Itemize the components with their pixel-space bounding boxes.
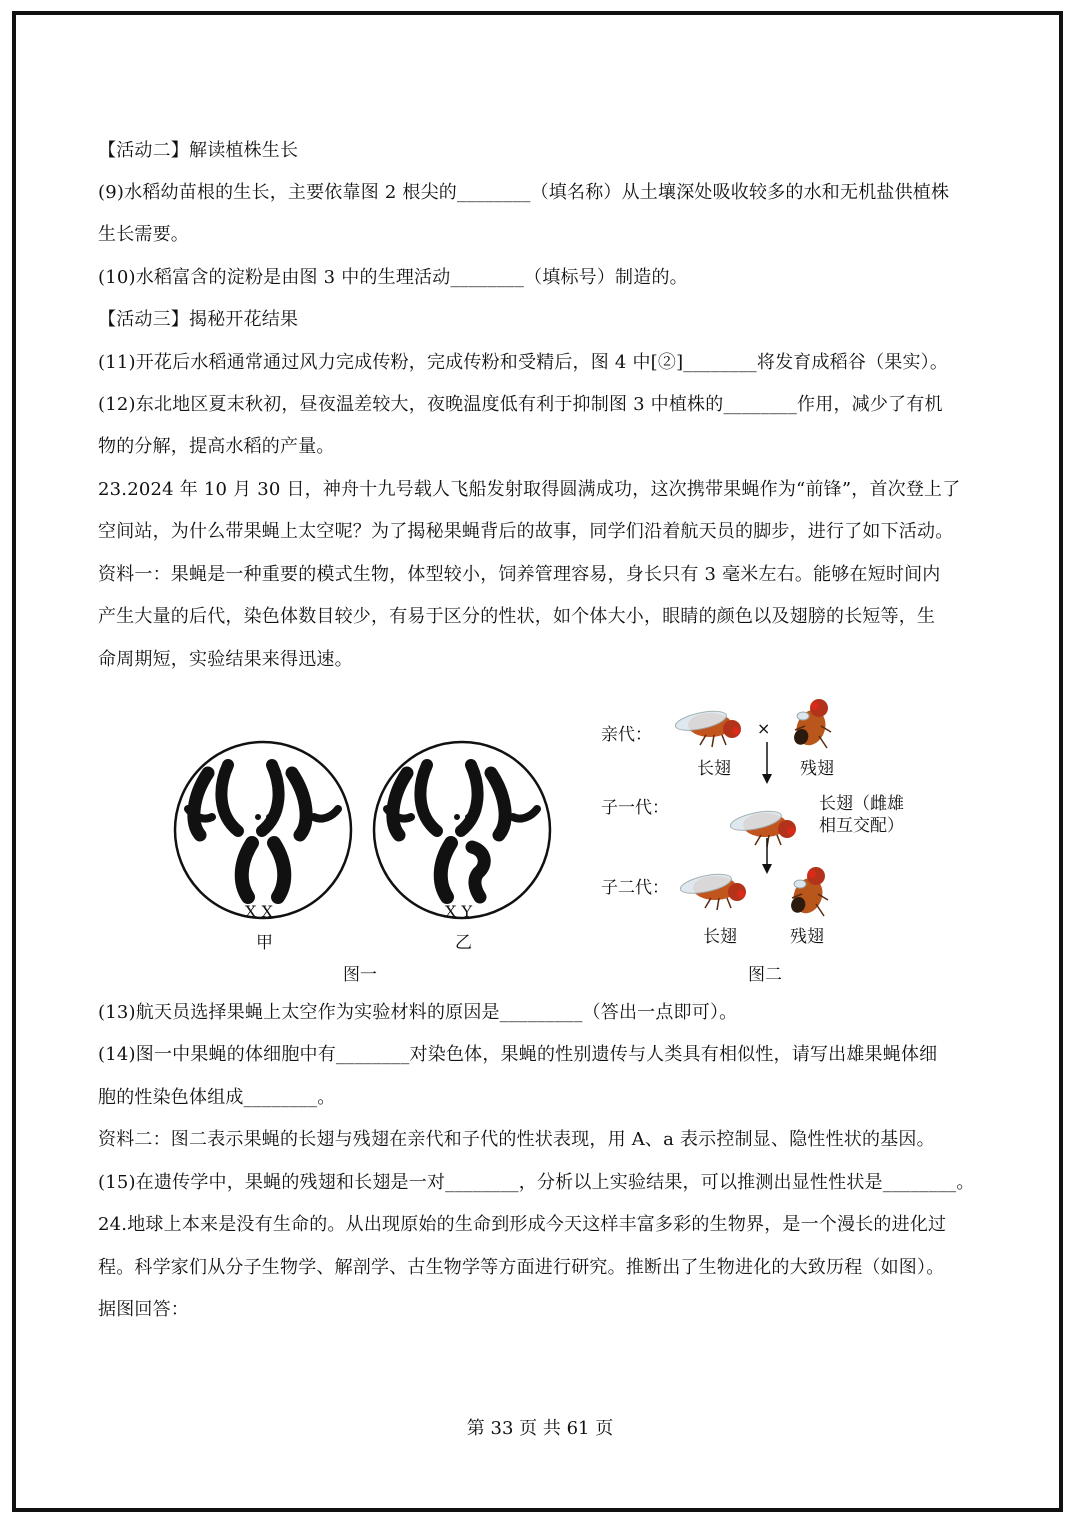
parent-vestigial-label: 残翅 [800,759,834,779]
question-14-line-1: (14)图一中果蝇的体细胞中有________对染色体，果蝇的性别遗传与人类具有相似性，请写出雄果蝇体细 [98,1044,938,1065]
activity-3-heading: 【活动三】揭秘开花结果 [98,309,299,330]
question-23-line-1: 23.2024 年 10 月 30 日，神舟十九号载人飞船发射取得圆满成功，这次携带果蝇作为“前锋”，首次登上了 [98,479,961,500]
question-11: (11)开花后水稻通常通过风力完成传粉，完成传粉和受精后，图 4 中[②]________将发育成稻谷（果实）。 [98,352,949,373]
f2-long-wing-fly [679,871,746,910]
f2-vestigial-fly [789,867,828,917]
figure-2-caption: 图二 [748,965,782,985]
f2-vestigial-label: 残翅 [790,927,824,947]
cell-yi-sex-chromosomes: X Y [445,902,473,921]
parent-long-wing-fly [674,708,741,747]
f2-long-wing-label: 长翅 [703,927,737,947]
figure-1 [160,735,580,985]
question-14-line-2: 胞的性染色体组成________。 [98,1087,336,1108]
parent-vestigial-fly [792,699,831,749]
question-9-line-1: (9)水稻幼苗根的生长，主要依靠图 2 根尖的________（填名称）从土壤深处吸收较多的水和无机盐供植株 [98,182,950,203]
material-1-line-2: 产生大量的后代，染色体数目较少，有易于区分的性状，如个体大小，眼睛的颜色以及翅膀的长短等，生 [98,606,936,627]
f1-note-line-1: 长翅（雌雄 [819,794,904,814]
question-10: (10)水稻富含的淀粉是由图 3 中的生理活动________（填标号）制造的。 [98,267,688,288]
material-2: 资料二：图二表示果蝇的长翅与残翅在亲代和子代的性状表现，用 A、a 表示控制显、隐性性状的基因。 [98,1129,935,1150]
question-24-line-1: 24.地球上本来是没有生命的。从出现原始的生命到形成今天这样丰富多彩的生物界，是一个漫长的进化过 [98,1214,947,1235]
question-12-line-2: 物的分解，提高水稻的产量。 [98,436,335,457]
question-12-line-1: (12)东北地区夏末秋初，昼夜温差较大，夜晚温度低有利于抑制图 3 中植株的________作用，减少了有机 [98,394,943,415]
cell-yi-label: 乙 [455,933,472,953]
f1-note-line-2: 相互交配） [819,816,904,836]
question-23-line-2: 空间站，为什么带果蝇上太空呢？为了揭秘果蝇背后的故事，同学们沿着航天员的脚步，进行了如下活动。 [98,521,954,542]
cell-jia-label: 甲 [256,933,273,953]
figure-2 [595,690,935,990]
f2-generation-label: 子二代： [601,878,669,898]
question-15: (15)在遗传学中，果蝇的残翅和长翅是一对________，分析以上实验结果，可以推测出显性性状是________。 [98,1172,975,1193]
question-13: (13)航天员选择果蝇上太空作为实验材料的原因是_________（答出一点即可）。 [98,1002,738,1023]
chromosome-diagram [160,735,580,985]
f1-long-wing-fly [729,808,796,847]
question-24-line-3: 据图回答： [98,1299,189,1320]
cell-yi [374,742,550,918]
activity-2-heading: 【活动二】解读植株生长 [98,140,299,161]
parent-long-wing-label: 长翅 [697,759,731,779]
figure-1-caption: 图一 [343,965,377,985]
page-number: 第 33 页 共 61 页 [466,1418,614,1439]
material-1-line-1: 资料一：果蝇是一种重要的模式生物，体型较小，饲养管理容易，身长只有 3 毫米左右。能够在短时间内 [98,564,941,585]
parent-generation-label: 亲代： [601,725,652,745]
question-9-line-2: 生长需要。 [98,224,189,245]
cell-jia [175,742,351,918]
cross-symbol: × [757,719,771,738]
cell-jia-sex-chromosomes: X X [245,902,273,921]
question-24-line-2: 程。科学家们从分子生物学、解剖学、古生物学等方面进行研究。推断出了生物进化的大致历程（如图）。 [98,1257,945,1278]
f1-generation-label: 子一代： [601,798,669,818]
material-1-line-3: 命周期短，实验结果来得迅速。 [98,649,353,670]
